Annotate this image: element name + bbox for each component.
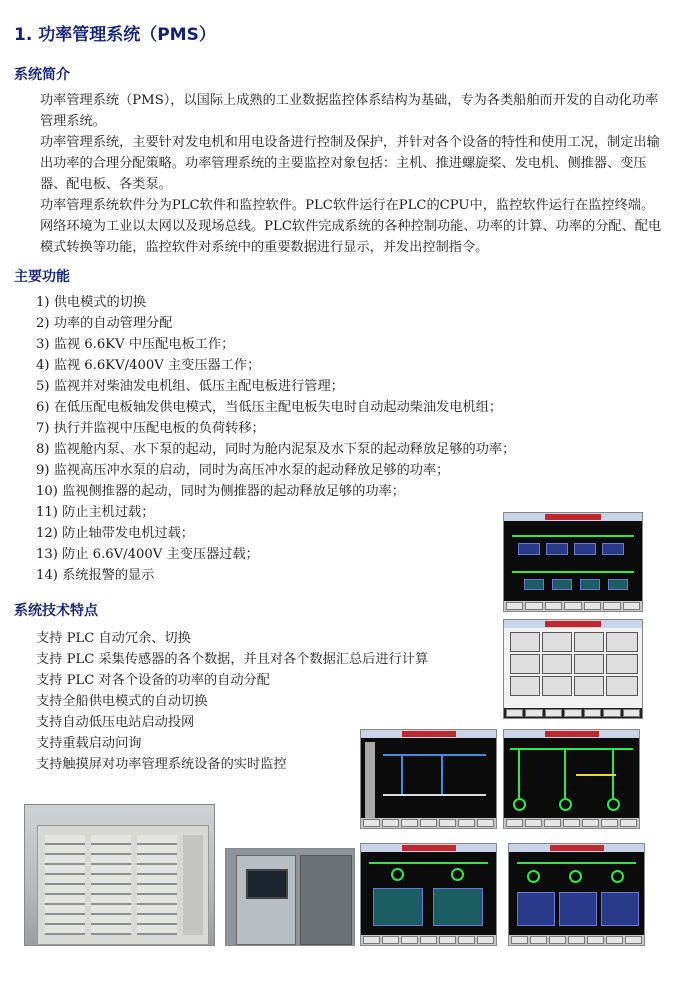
pms-screen-generators [503,512,643,612]
list-item: 14) 系统报警的显示 [36,568,155,583]
intro-text [40,90,665,258]
intro-heading: 系统简介 [14,67,70,83]
pms-screen-generator-detail-1 [360,843,497,946]
list-item: 4) 监视 6.6KV/400V 主变压器工作； [36,358,261,373]
functions-list [36,292,515,586]
features-heading: 系统技术特点 [14,603,98,619]
list-item: 5) 监视并对柴油发电机组、低压主配电板进行管理； [36,379,344,394]
intro-paragraph-2: 功率管理系统，主要针对发电机和用电设备进行控制及保护，并针对各个设备的特性和使用工况，制定出输出功率的合理分配策略。功率管理系统的主要监控对象包括：主机、推进螺旋桨、发电机、侧推器、变压器、配电板、各类泵。 [40,135,660,192]
list-item: 7) 执行并监视中压配电板的负荷转移； [36,421,265,436]
list-item: 10) 监视侧推器的起动，同时为侧推器的起动释放足够的功率； [36,484,405,499]
pms-screen-single-line [503,729,640,829]
list-item: 支持重载启动问询 [36,736,142,751]
list-item: 3) 监视 6.6KV 中压配电板工作； [36,337,235,352]
list-item: 支持 PLC 采集传感器的各个数据，并且对各个数据汇总后进行计算 [36,652,429,667]
list-item: 6) 在低压配电板轴发供电模式，当低压主配电板失电时自动起动柴油发电机组； [36,400,503,415]
list-item: 1) 供电模式的切换 [36,295,147,310]
list-item: 9) 监视高压冲水泵的启动，同时为高压冲水泵的起动释放足够的功率； [36,463,450,478]
pms-screen-generator-detail-2 [508,843,645,946]
list-item: 2) 功率的自动管理分配 [36,316,173,331]
pms-screen-transformer [360,729,497,829]
cabinet-photo [225,848,355,946]
pms-screen-control-panel [503,619,643,719]
list-item: 支持全船供电模式的自动切换 [36,694,208,709]
list-item: 支持 PLC 对各个设备的功率的自动分配 [36,673,270,688]
list-item: 支持自动低压电站启动投网 [36,715,195,730]
list-item: 支持 PLC 自动冗余、切换 [36,631,191,646]
functions-heading: 主要功能 [14,269,70,285]
list-item: 13) 防止 6.6V/400V 主变压器过载； [36,547,259,562]
page-title: 1. 功率管理系统（PMS） [14,25,216,45]
list-item: 支持触摸屏对功率管理系统设备的实时监控 [36,757,287,772]
list-item: 8) 监视舱内泵、水下泵的起动，同时为舱内泥泵及水下泵的起动释放足够的功率； [36,442,516,457]
intro-paragraph-1: 功率管理系统（PMS），以国际上成熟的工业数据监控体系结构为基础，专为各类船舶而开发的自动化功率管理系统。 [40,93,659,129]
list-item: 11) 防止主机过载； [36,505,155,520]
switchboard-photo [24,804,215,946]
list-item: 12) 防止轴带发电机过载； [36,526,194,541]
intro-paragraph-3: 功率管理系统软件分为PLC软件和监控软件。PLC软件运行在PLC的CPU中，监控软件运行在监控终端。网络环境为工业以太网以及现场总线。PLC软件完成系统的各种控制功能、功率的计算、功率的分配、配电模式转换等功能，监控软件对系统中的重要数据进行显示，并发出控制指令。 [40,198,662,255]
